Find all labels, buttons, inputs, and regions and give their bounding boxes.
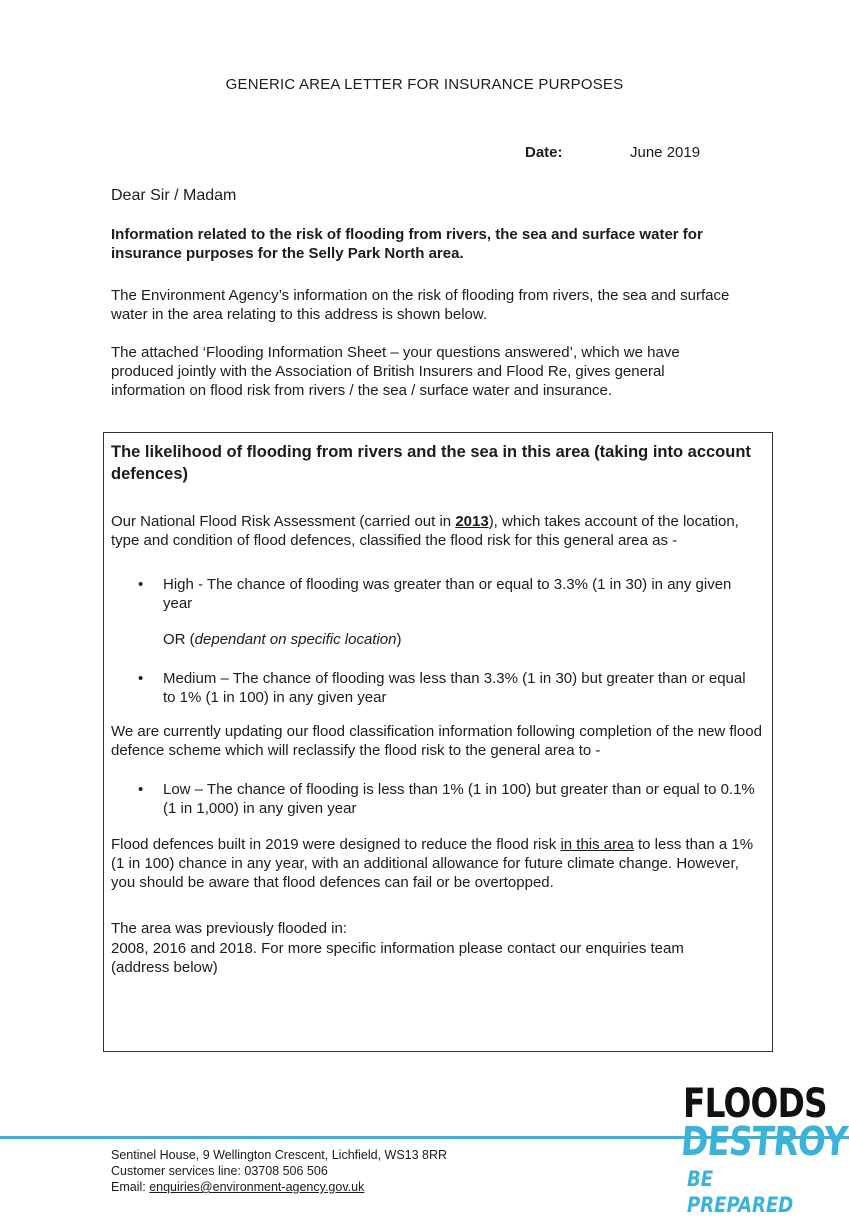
bullet-low: Low – The chance of flooding is less than 1% (1 in 100) but greater than or equal to 0.1% (1 in 1,000) in any given year: [163, 781, 755, 817]
logo-line-be-prepared: BE PREPARED: [687, 1167, 794, 1217]
update-paragraph: We are currently updating our flood classification information following completion of the new flood defence scheme which will reclassify the flood risk to the general area to -: [111, 723, 762, 759]
flooded-intro: The area was previously flooded in:: [111, 920, 347, 937]
logo-line-destroy: DESTROY: [679, 1119, 849, 1165]
bullet-dot: •: [138, 576, 144, 593]
assessment-year: 2013: [455, 513, 489, 530]
footer-address: Sentinel House, 9 Wellington Crescent, Lichfield, WS13 8RR: [111, 1148, 448, 1162]
bullet-dot: •: [138, 781, 144, 798]
assessment-paragraph: Our National Flood Risk Assessment (carried out in 2013), which takes account of the location, type and condition of flood defences, classified the flood risk for this general area as -: [111, 513, 739, 549]
date-label: Date:: [525, 144, 563, 161]
info-sheet-paragraph: The attached ‘Flooding Information Sheet – your questions answered’, which we have produced jointly with the Association of British Insurers and Flood Re, gives general information on flood risk from rivers / the sea / surface water and insurance.: [111, 344, 680, 399]
letter-subject: Information related to the risk of flooding from rivers, the sea and surface water for insurance purposes for the Selly Park North area.: [111, 226, 703, 262]
footer-email-line: Email: enquiries@environment-agency.gov.uk: [111, 1180, 365, 1194]
bullet-dot: •: [138, 670, 144, 687]
flooded-years: 2008, 2016 and 2018. For more specific information please contact our enquiries team (address below): [111, 940, 684, 976]
defences-area-underline: in this area: [560, 836, 634, 853]
bullet-medium: Medium – The chance of flooding was less than 3.3% (1 in 30) but greater than or equal to 1% (1 in 100) in any given year: [163, 670, 746, 706]
defences-paragraph: Flood defences built in 2019 were designed to reduce the flood risk in this area to less than a 1% (1 in 100) chance in any year, with an additional allowance for future climate change. However, you should be aware that flood defences can fail or be overtopped.: [111, 836, 754, 891]
bullet-high: High - The chance of flooding was greater than or equal to 3.3% (1 in 30) in any given year: [163, 576, 732, 612]
or-line: OR (dependant on specific location): [163, 631, 402, 648]
intro-paragraph: The Environment Agency’s information on the risk of flooding from rivers, the sea and surface water in the area relating to this address is shown below.: [111, 287, 730, 323]
footer-phone: Customer services line: 03708 506 506: [111, 1164, 328, 1178]
email-link[interactable]: enquiries@environment-agency.gov.uk: [149, 1180, 365, 1194]
logo-line-floods: FLOODS: [683, 1081, 827, 1127]
date-value: June 2019: [630, 144, 701, 161]
floods-destroy-logo: [679, 1081, 849, 1217]
flood-likelihood-box: [103, 432, 773, 1052]
letter-heading: GENERIC AREA LETTER FOR INSURANCE PURPOSES: [225, 76, 624, 93]
box-title: The likelihood of flooding from rivers and the sea in this area (taking into account defences): [111, 443, 751, 483]
salutation: Dear Sir / Madam: [111, 187, 237, 204]
